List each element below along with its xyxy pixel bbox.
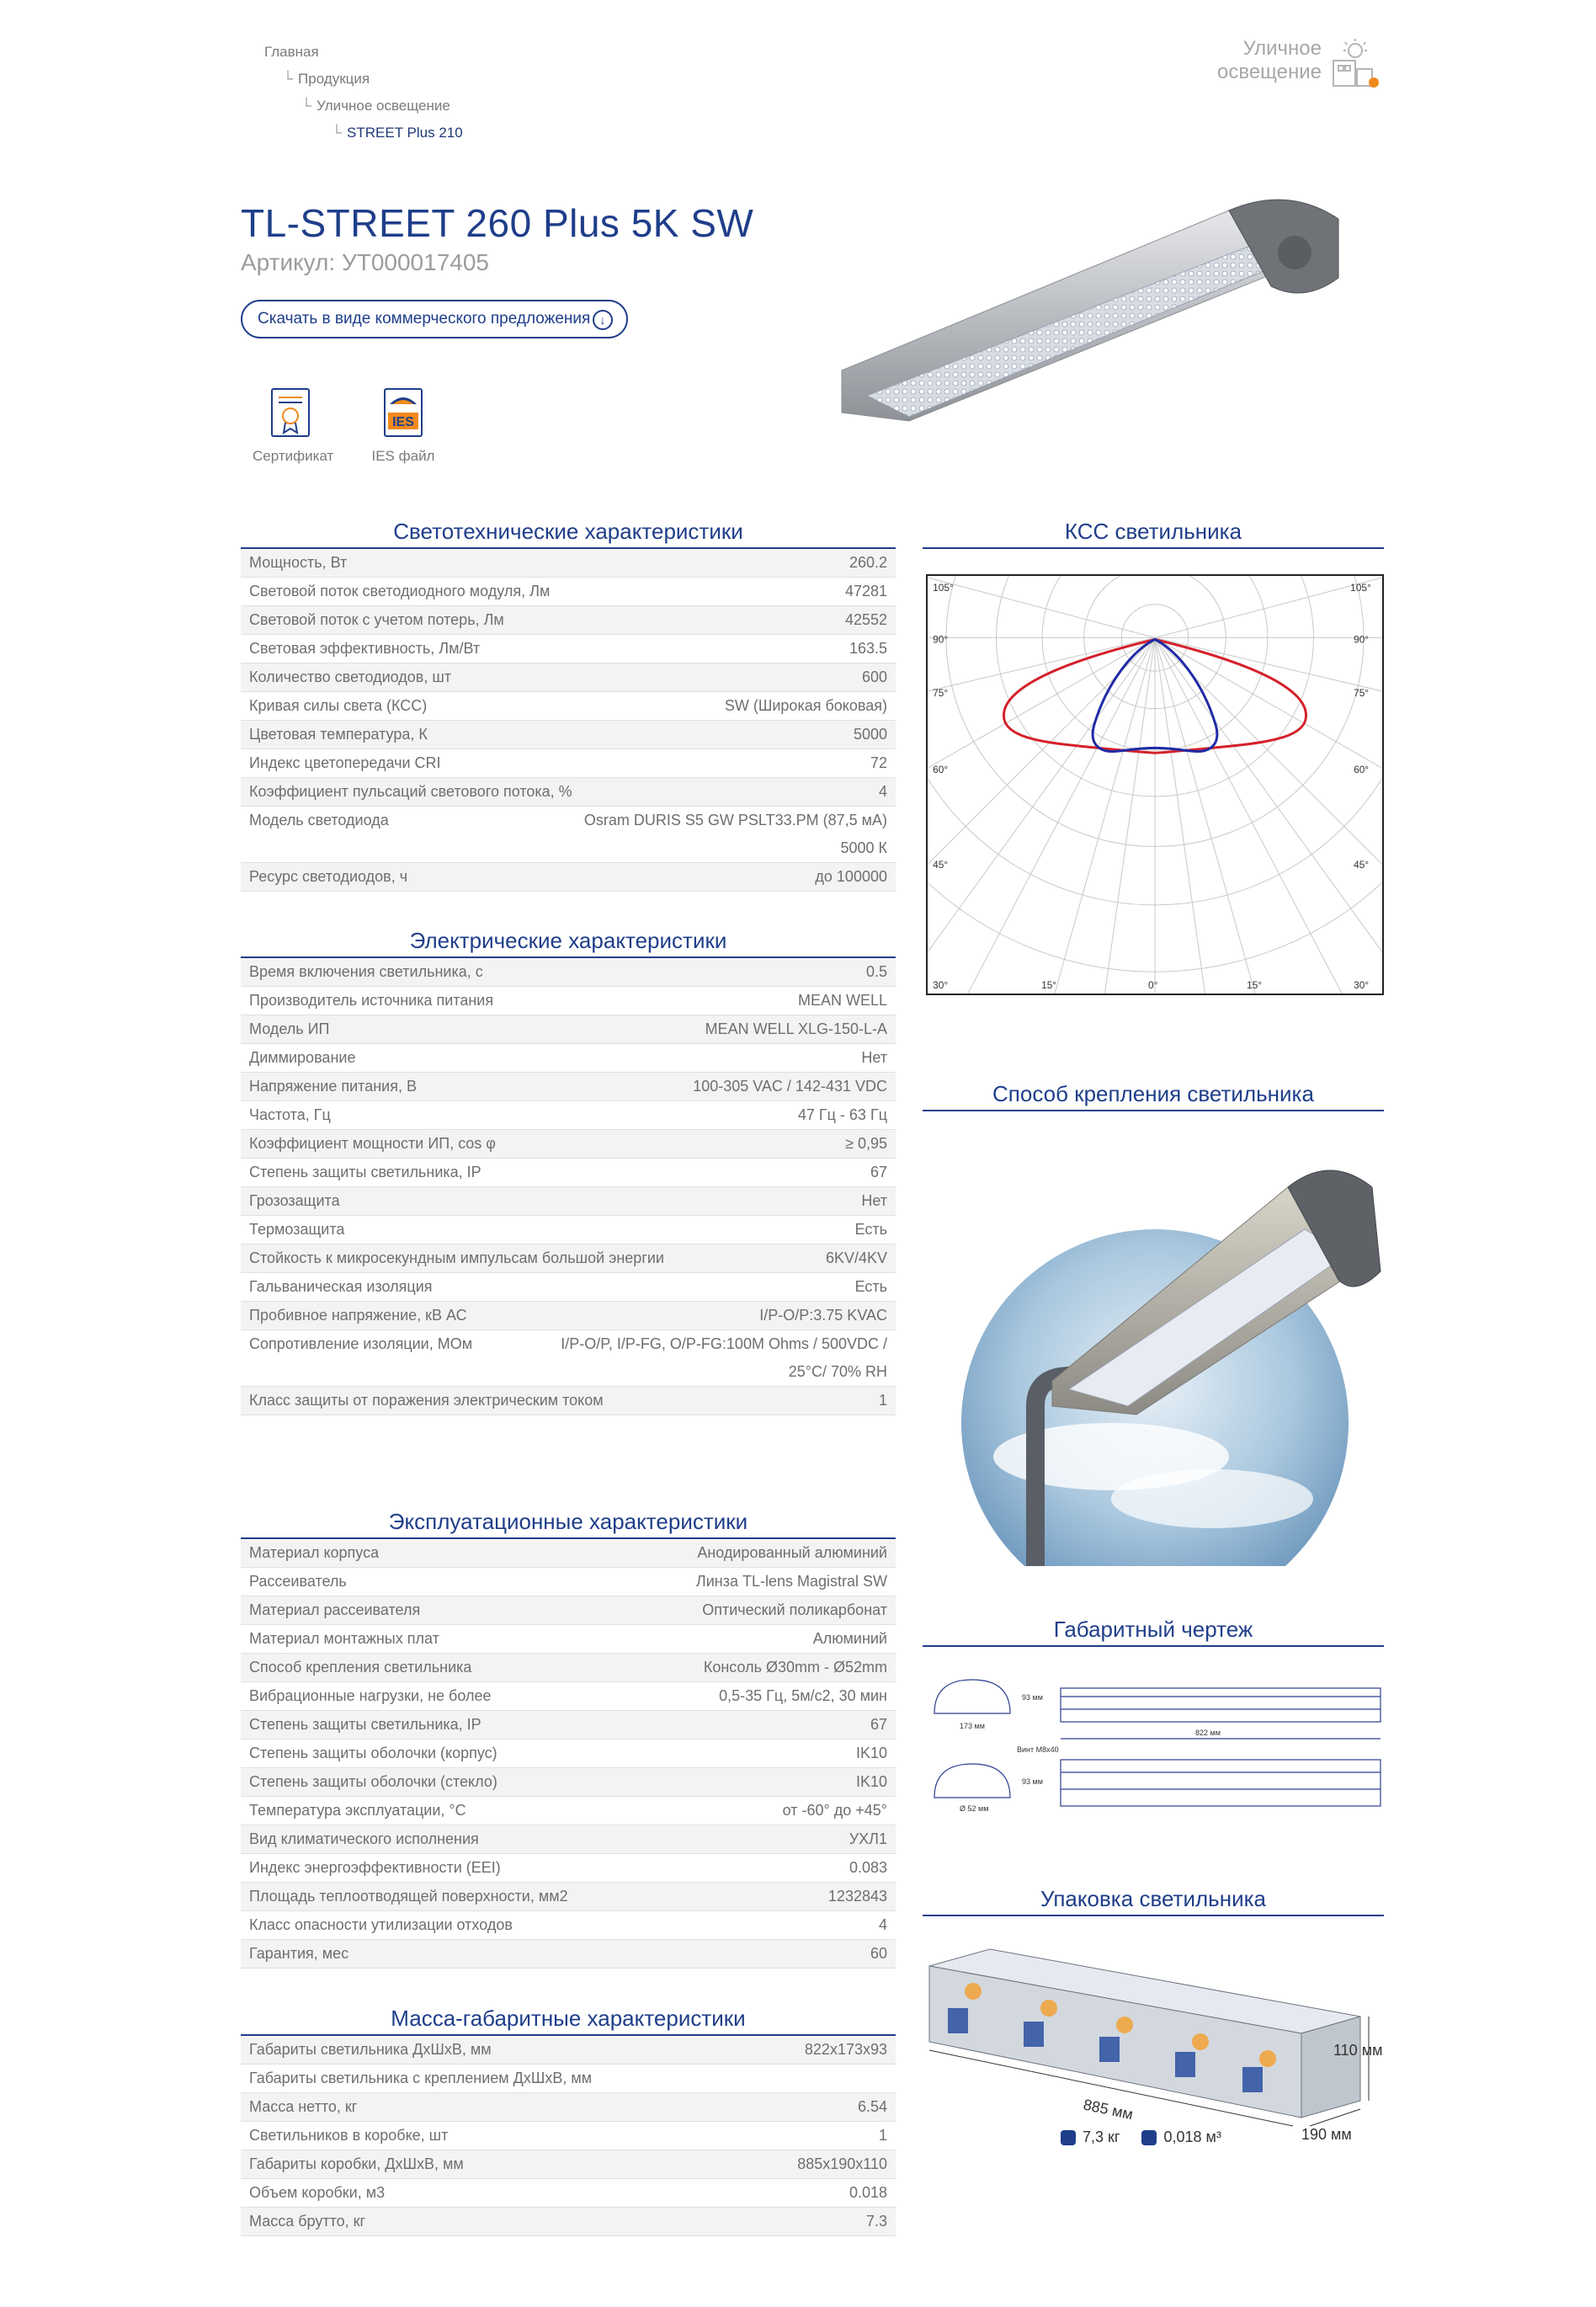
table-row: Световой поток светодиодного модуля, Лм 47281	[241, 578, 896, 606]
breadcrumb	[264, 39, 463, 147]
mounting-image	[926, 1137, 1384, 1566]
table-row: Рассеиватель Линза TL-lens Magistral SW	[241, 1568, 896, 1596]
polar-label-30-right: 30°	[1354, 979, 1370, 992]
certificate-icon	[269, 387, 312, 438]
pack-height: 110 мм	[1333, 2042, 1383, 2059]
download-offer-label: Скачать в виде коммерческого предложения	[258, 310, 591, 328]
polar-label-60-right: 60°	[1354, 764, 1370, 776]
table-row: Мощность, Вт 260.2	[241, 549, 896, 578]
table-row: Ресурс светодиодов, ч до 100000	[241, 863, 896, 892]
table-row: Световой поток с учетом потерь, Лм 42552	[241, 606, 896, 635]
table-row: Светильников в коробке, шт 1	[241, 2122, 896, 2150]
table-row: Степень защиты светильника, IP 67	[241, 1159, 896, 1187]
documents-list	[253, 387, 441, 465]
street-lighting-icon	[1327, 37, 1381, 89]
table-row: Материал монтажных плат Алюминий	[241, 1625, 896, 1654]
package-info	[1061, 2129, 1221, 2146]
breadcrumb-item-products[interactable]: └ Продукция	[283, 71, 370, 87]
certificate-label: Сертификат	[253, 448, 334, 464]
kcc-section	[923, 517, 1384, 549]
package-volume-value: 0,018 м³	[1163, 2129, 1221, 2145]
category-line-2: освещение	[1216, 61, 1322, 83]
table-row: Количество светодиодов, шт 600	[241, 663, 896, 692]
electric-characteristics-title: Электрические характеристики	[241, 926, 896, 958]
table-row: Коэффициент мощности ИП, cos φ ≥ 0,95	[241, 1130, 896, 1159]
table-row: Световая эффективность, Лм/Вт 163.5	[241, 635, 896, 663]
dim-height-top: 93 мм	[1022, 1693, 1043, 1702]
category-line-1: Уличное	[1242, 37, 1322, 60]
table-row: Пробивное напряжение, кВ АС I/P-O/P:3.75 KVAC	[241, 1302, 896, 1330]
polar-label-15-right: 15°	[1247, 979, 1263, 992]
mass-characteristics-title: Масса-габаритные характеристики	[241, 2004, 896, 2036]
package-mass-value: 7,3 кг	[1083, 2129, 1120, 2145]
polar-label-15-left: 15°	[1041, 979, 1057, 992]
table-row: Коэффициент пульсаций светового потока, % 4	[241, 778, 896, 807]
table-row: Термозащита Есть	[241, 1216, 896, 1244]
table-row: Напряжение питания, В 100-305 VAC / 142-431 VDC	[241, 1073, 896, 1101]
dim-diameter: Ø 52 мм	[960, 1804, 989, 1813]
pack-section	[923, 1884, 1384, 1916]
table-row: Сопротивление изоляции, МОм I/P-O/P, I/P-FG, O/P-FG:100M Ohms / 500VDC / 25°C/ 70% RH	[241, 1330, 896, 1387]
electric-characteristics-section	[241, 926, 896, 1415]
table-row: Степень защиты оболочки (стекло) IK10	[241, 1768, 896, 1797]
mount-section	[923, 1079, 1384, 1111]
dim-width: 173 мм	[960, 1722, 985, 1730]
table-row: Гальваническая изоляция Есть	[241, 1273, 896, 1302]
polar-label-60-left: 60°	[933, 764, 949, 776]
package-image	[923, 1941, 1384, 2143]
table-row: Объем коробки, м3 0.018	[241, 2179, 896, 2208]
light-characteristics-title: Светотехнические характеристики	[241, 517, 896, 549]
download-icon: ↓	[593, 310, 613, 330]
operation-characteristics-table	[241, 1539, 896, 1969]
luminaire-image	[833, 185, 1389, 429]
category-badge[interactable]	[1212, 37, 1381, 88]
article-number: Артикул: УТ000017405	[241, 249, 489, 275]
dim-bolt: Винт M8х40	[1017, 1745, 1059, 1754]
table-row: Материал корпуса Анодированный алюминий	[241, 1539, 896, 1568]
table-row: Габариты коробки, ДхШхВ, мм 885х190х110	[241, 2150, 896, 2179]
dimension-drawing	[926, 1671, 1384, 1823]
dims-title: Габаритный чертеж	[923, 1615, 1384, 1647]
operation-characteristics-section	[241, 1507, 896, 1969]
table-row: Класс опасности утилизации отходов 4	[241, 1911, 896, 1940]
breadcrumb-item-street-lighting[interactable]: └ Уличное освещение	[301, 98, 450, 114]
dim-height-bottom: 93 мм	[1022, 1777, 1043, 1786]
table-row: Диммирование Нет	[241, 1044, 896, 1073]
page-title: TL-STREET 260 Plus 5K SW	[241, 201, 754, 245]
table-row: Время включения светильника, с 0.5	[241, 958, 896, 987]
ies-file-icon	[381, 387, 425, 438]
polar-label-0: 0°	[1148, 979, 1158, 992]
mount-title: Способ крепления светильника	[923, 1079, 1384, 1111]
svg-text:IES: IES	[392, 415, 414, 429]
table-row: Степень защиты светильника, IP 67	[241, 1711, 896, 1740]
table-row: Температура эксплуатации, °С от -60° до +45°	[241, 1797, 896, 1825]
table-row: Стойкость к микросекундным импульсам большой энергии 6KV/4KV	[241, 1244, 896, 1273]
polar-diagram	[926, 574, 1384, 995]
table-row: Площадь теплоотводящей поверхности, мм2 1232843	[241, 1883, 896, 1911]
table-row: Степень защиты оболочки (корпус) IK10	[241, 1740, 896, 1768]
certificate-link[interactable]	[253, 387, 334, 465]
table-row: Вид климатического исполнения УХЛ1	[241, 1825, 896, 1854]
mass-characteristics-section	[241, 2004, 896, 2236]
box-icon	[1141, 2130, 1157, 2145]
weight-icon	[1061, 2130, 1076, 2145]
package-volume	[1141, 2129, 1221, 2146]
table-row: Класс защиты от поражения электрическим током 1	[241, 1387, 896, 1415]
table-row: Производитель источника питания MEAN WELL	[241, 987, 896, 1015]
breadcrumb-item-home[interactable]: Главная	[264, 44, 319, 60]
polar-label-45-right: 45°	[1354, 859, 1370, 871]
mass-characteristics-table	[241, 2036, 896, 2236]
table-row: Грозозащита Нет	[241, 1187, 896, 1216]
polar-label-90-right: 90°	[1354, 633, 1370, 646]
kcc-title: КСС светильника	[923, 517, 1384, 549]
polar-label-75-right: 75°	[1354, 686, 1370, 699]
ies-file-link[interactable]	[365, 387, 441, 465]
polar-label-105-right: 105°	[1350, 581, 1371, 594]
polar-label-90-left: 90°	[933, 633, 949, 646]
table-row: Способ крепления светильника Консоль Ø30mm - Ø52mm	[241, 1654, 896, 1682]
dim-length: 822 мм	[1195, 1729, 1221, 1737]
pack-length: 885 мм	[1082, 2096, 1135, 2123]
pack-width: 190 мм	[1301, 2126, 1352, 2143]
polar-label-45-left: 45°	[933, 859, 949, 871]
table-row: Модель ИП MEAN WELL XLG-150-L-A	[241, 1015, 896, 1044]
table-row: Цветовая температура, К 5000	[241, 721, 896, 749]
table-row: Гарантия, мес 60	[241, 1940, 896, 1969]
table-row: Частота, Гц 47 Гц - 63 Гц	[241, 1101, 896, 1130]
download-offer-button[interactable]	[241, 300, 628, 338]
table-row: Кривая силы света (КСС) SW (Широкая боковая)	[241, 692, 896, 721]
table-row: Габариты светильника ДхШхВ, мм 822х173х93	[241, 2036, 896, 2065]
table-row: Вибрационные нагрузки, не более 0,5-35 Гц, 5м/с2, 30 мин	[241, 1682, 896, 1711]
table-row: Масса нетто, кг 6.54	[241, 2093, 896, 2122]
polar-label-30-left: 30°	[933, 979, 949, 992]
table-row: Габариты светильника с креплением ДхШхВ, мм	[241, 2065, 896, 2093]
polar-label-75-left: 75°	[933, 686, 949, 699]
ies-file-label: IES файл	[371, 448, 435, 464]
light-characteristics-table	[241, 549, 896, 892]
table-row: Индекс энергоэффективности (EEI) 0.083	[241, 1854, 896, 1883]
package-mass	[1061, 2129, 1120, 2146]
polar-label-105-left: 105°	[933, 581, 954, 594]
light-characteristics-section	[241, 517, 896, 892]
table-row: Модель светодиода Osram DURIS S5 GW PSLT33.PM (87,5 мА) 5000 К	[241, 807, 896, 863]
breadcrumb-item-current: └ STREET Plus 210	[332, 125, 463, 141]
table-row: Масса брутто, кг 7.3	[241, 2208, 896, 2236]
table-row: Индекс цветопередачи CRI 72	[241, 749, 896, 778]
electric-characteristics-table	[241, 958, 896, 1415]
operation-characteristics-title: Эксплуатационные характеристики	[241, 1507, 896, 1539]
dims-section	[923, 1615, 1384, 1647]
pack-title: Упаковка светильника	[923, 1884, 1384, 1916]
table-row: Материал рассеивателя Оптический поликарбонат	[241, 1596, 896, 1625]
